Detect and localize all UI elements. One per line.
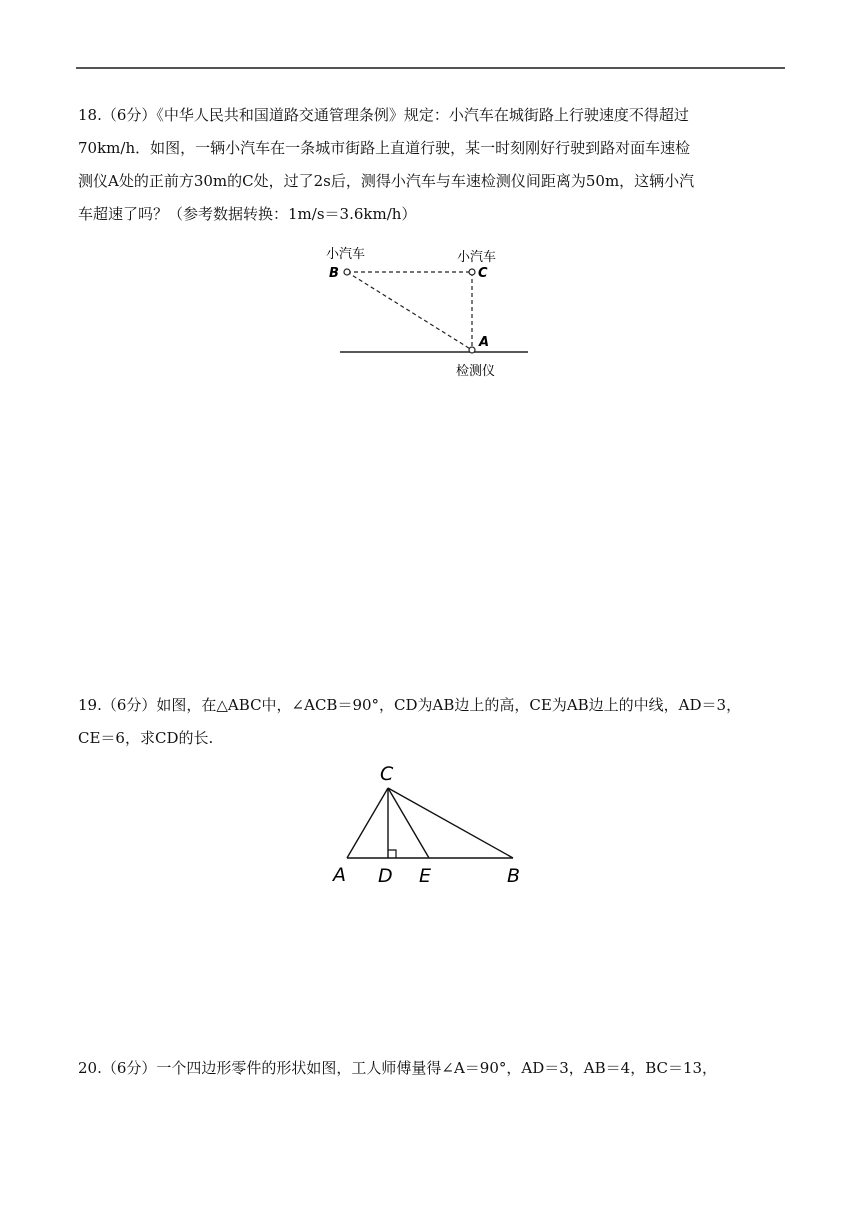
car-label-left: 小汽车 (326, 247, 366, 262)
question-18-line-3: 测仪A处的正前方30m的C处，过了2s后，测得小汽车与车速检测仪间距离为50m，这辆小汽 (78, 172, 695, 190)
point-a-label: A (479, 335, 490, 350)
question-19-line-1: 19.（6分）如图，在△ABC中，∠ACB＝90°，CD为AB边上的高，CE为AB边上的中线，AD＝3， (78, 696, 742, 714)
car-label-right: 小汽车 (457, 250, 497, 265)
point-b-marker (344, 269, 350, 275)
point-b-label: B (329, 266, 339, 281)
question-19 (78, 689, 784, 755)
question-18-line-4: 车超速了吗？（参考数据转换：1m/s＝3.6km/h） (78, 205, 417, 223)
question-19-line-2: CE＝6，求CD的长. (78, 729, 214, 747)
question-18-line-1: 18.（6分）《中华人民共和国道路交通管理条例》规定：小汽车在城街路上行驶速度不得超过 (78, 106, 689, 124)
segment-ce (388, 788, 429, 858)
header-rule (76, 67, 785, 69)
right-angle-mark (388, 850, 396, 858)
question-20 (78, 1052, 784, 1085)
point-c-label: C (478, 266, 488, 281)
point-a-label: A (333, 864, 346, 886)
segment-ba (347, 272, 472, 350)
question-18 (78, 99, 784, 231)
question-18-figure (320, 240, 540, 385)
detector-label: 检测仪 (456, 364, 496, 379)
point-c-label: C (380, 763, 394, 785)
question-20-line-1: 20.（6分）一个四边形零件的形状如图，工人师傅量得∠A＝90°，AD＝3，AB＝4，BC＝13， (78, 1059, 718, 1077)
question-19-figure (325, 758, 535, 888)
point-a-marker (469, 347, 475, 353)
point-e-label: E (419, 865, 432, 887)
segment-cb (388, 788, 513, 858)
point-d-label: D (378, 865, 393, 887)
point-b-label: B (507, 865, 521, 887)
segment-ac (347, 788, 388, 858)
point-c-marker (469, 269, 475, 275)
question-18-line-2: 70km/h．如图，一辆小汽车在一条城市街路上直道行驶，某一时刻刚好行驶到路对面车速检 (78, 139, 691, 157)
